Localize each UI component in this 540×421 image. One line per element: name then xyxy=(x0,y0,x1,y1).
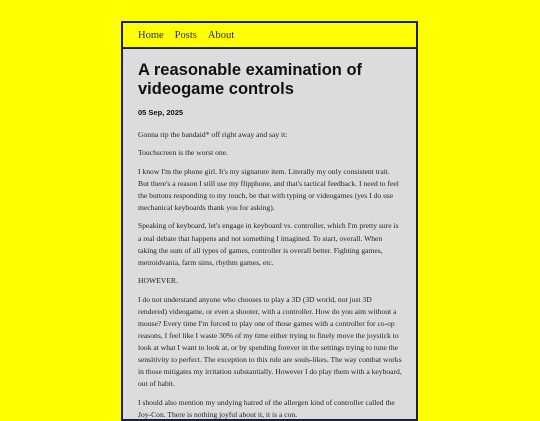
article-title: A reasonable examination of videogame controls xyxy=(138,61,363,98)
article xyxy=(123,49,416,421)
article-paragraph: I should also mention my undying hatred of the allergen kind of controller called the Joy-Con. There is nothing joyful about it, it is a con. xyxy=(138,397,395,419)
article-paragraph: I do not understand anyone who chooses to play a 3D (3D world, not just 3D rendered) videogame, or even a shooter, with a controller. How do you aim without a mouse? Every time I'm forced to play one of those games with a controller for co-op reasons, I feel like I waste 30% of my time either trying to finely move the joystick to look at what I want to look at, or by spending forever in the settings trying to tune the sensitivity to perfect. The exception to this rule are souls-likes. The way combat works in those mitigates my irritation substantially. However I do play them with a keyboard, out of habit. xyxy=(138,294,402,389)
top-nav xyxy=(123,23,416,49)
article-paragraph: Speaking of keyboard, let's engage in keyboard vs. controller, which I'm pretty sure is a real debate that happens and not something I imagined. To start, overall. When taking the sum of all types of games, controller is overall better. Fighting games, metroidvania, farm sims, rhythm games, etc. xyxy=(138,221,399,267)
article-date: 05 Sep, 2025 xyxy=(138,108,184,117)
nav-posts-link[interactable]: Posts xyxy=(174,29,197,41)
page-frame xyxy=(121,21,418,421)
article-paragraph: I know I'm the phone girl. It's my signature item. Literally my only consistent trait. But there's a reason I still use my flipphone, and that's tactical feedback. I need to feel the buttons responding to my touch, be that with typing or videogames (yes I do use mechanical keyboards thank you for asking). xyxy=(138,166,399,213)
article-paragraph: Touchscreen is the worst one. xyxy=(138,148,228,158)
nav-home-link[interactable]: Home xyxy=(138,29,164,41)
article-paragraph: HOWEVER. xyxy=(138,276,178,286)
nav-about-link[interactable]: About xyxy=(207,29,235,41)
article-paragraph: Gonna rip the bandaid* off right away and say it: xyxy=(138,130,288,139)
